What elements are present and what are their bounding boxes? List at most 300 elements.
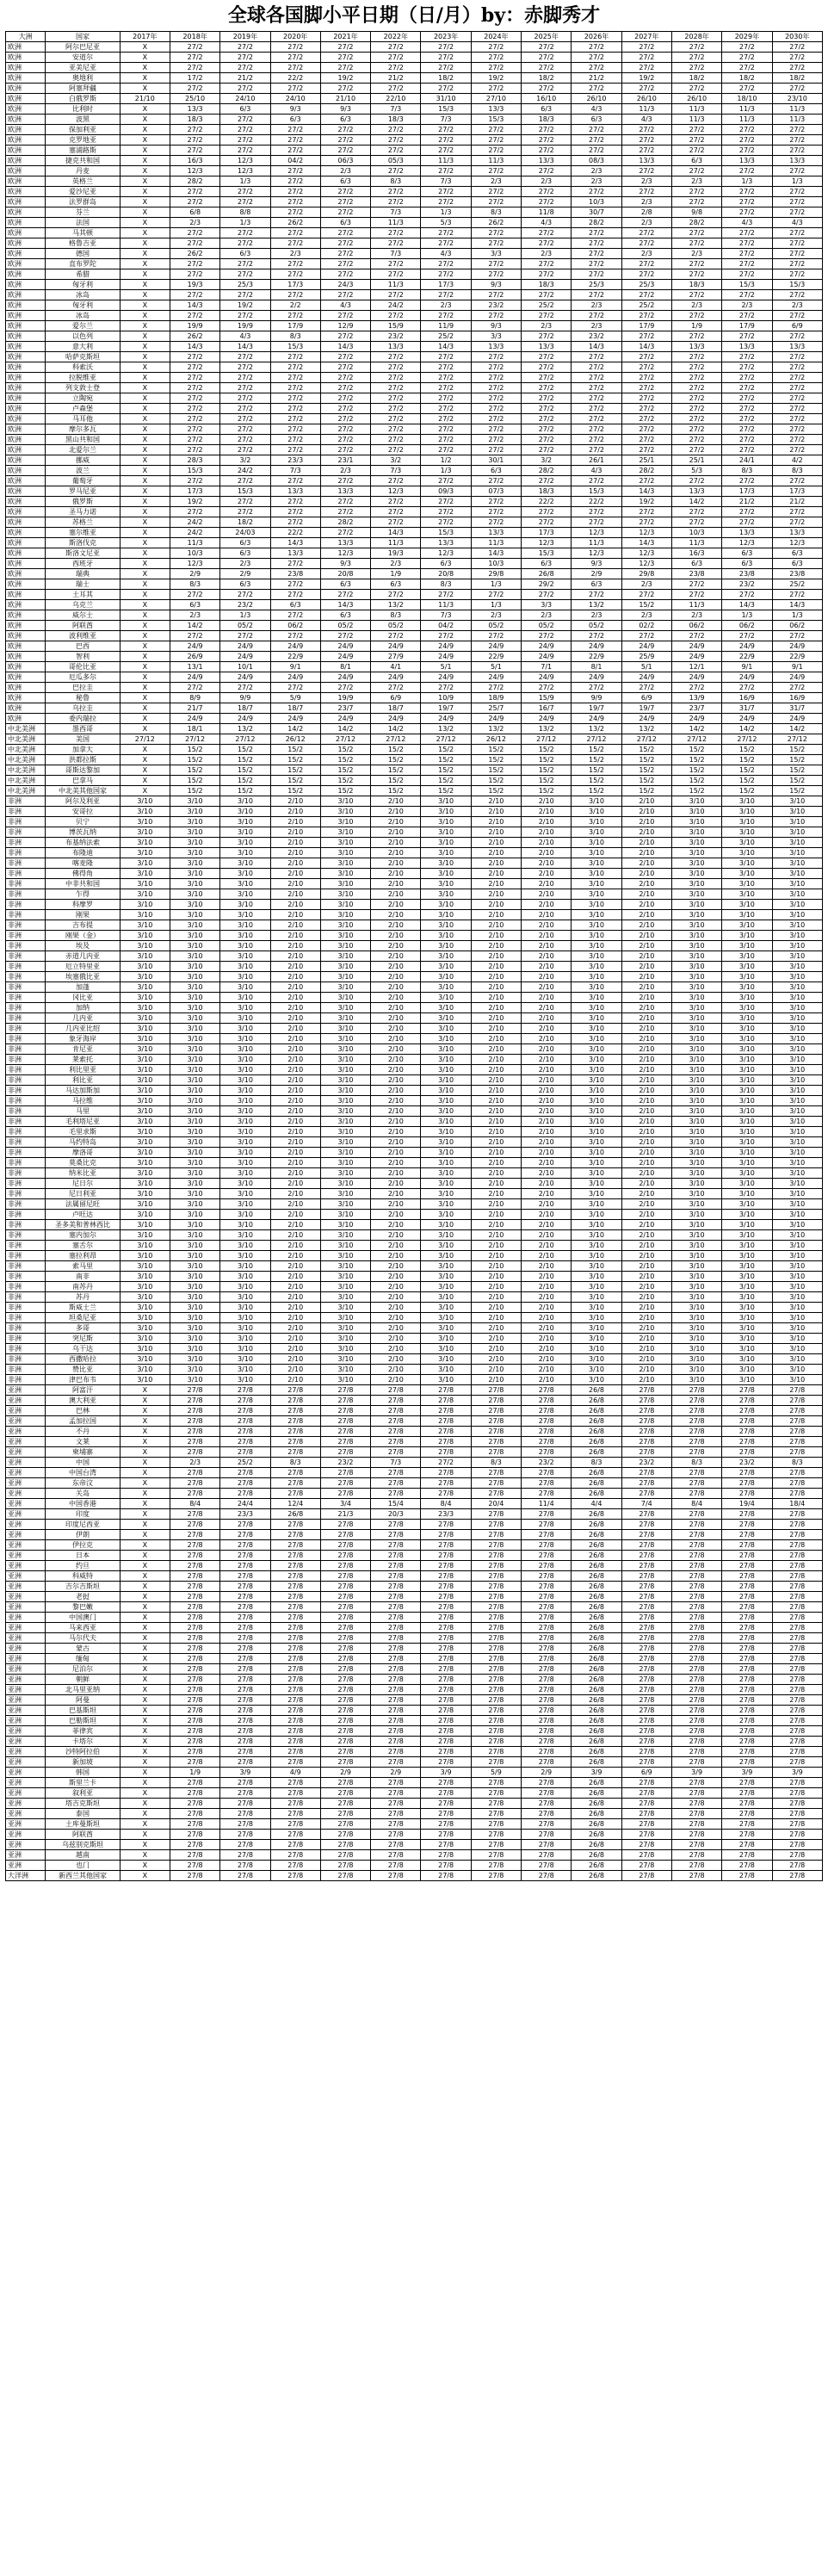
date-cell: 2/2: [270, 300, 320, 311]
country-cell: 波黑: [46, 115, 120, 125]
date-cell: 27/2: [572, 311, 621, 321]
date-cell: 27/2: [722, 476, 772, 486]
date-cell: 3/10: [170, 962, 219, 972]
date-cell: 27/8: [522, 1582, 572, 1592]
date-cell: 27/8: [621, 1716, 671, 1726]
date-cell: 2/10: [371, 796, 421, 807]
date-cell: X: [120, 1582, 170, 1592]
date-cell: X: [120, 590, 170, 600]
date-cell: 15/3: [722, 280, 772, 290]
continent-cell: 亚洲: [6, 1571, 46, 1582]
country-cell: 新加坡: [46, 1757, 120, 1768]
date-cell: 2/10: [371, 848, 421, 858]
country-cell: 塞舌尔: [46, 1241, 120, 1251]
table-row: [6, 1013, 823, 1024]
date-cell: X: [120, 1778, 170, 1788]
date-cell: 3/10: [120, 962, 170, 972]
country-cell: 巴西: [46, 641, 120, 652]
date-cell: 3/10: [772, 1065, 822, 1075]
date-cell: 3/10: [421, 889, 471, 900]
date-cell: 27/2: [170, 259, 219, 269]
continent-cell: 非洲: [6, 1282, 46, 1292]
date-cell: 20/8: [320, 569, 370, 579]
date-cell: 6/3: [722, 548, 772, 559]
table-row: [6, 1292, 823, 1303]
date-cell: 3/10: [170, 1117, 219, 1127]
date-cell: 3/10: [220, 962, 270, 972]
date-cell: 3/10: [572, 1261, 621, 1272]
date-cell: 2/10: [471, 1013, 521, 1024]
date-cell: 27/8: [270, 1664, 320, 1675]
date-cell: 11/3: [671, 104, 721, 115]
country-cell: 南苏丹: [46, 1282, 120, 1292]
date-cell: 3/10: [722, 931, 772, 941]
date-cell: 27/2: [621, 238, 671, 249]
date-cell: 3/10: [572, 858, 621, 869]
date-cell: 27/2: [170, 683, 219, 693]
country-cell: 马来西亚: [46, 1623, 120, 1633]
date-cell: 3/10: [320, 1013, 370, 1024]
date-cell: 3/10: [572, 951, 621, 962]
date-cell: 3/10: [320, 1272, 370, 1282]
date-cell: 3/10: [220, 1055, 270, 1065]
date-cell: X: [120, 1540, 170, 1551]
date-cell: 2/10: [621, 879, 671, 889]
date-cell: 3/10: [572, 879, 621, 889]
date-cell: 27/8: [320, 1416, 370, 1427]
table-row: [6, 311, 823, 321]
date-cell: 3/10: [722, 827, 772, 838]
date-cell: 2/10: [621, 900, 671, 910]
date-cell: 3/10: [421, 1117, 471, 1127]
date-cell: 2/10: [270, 1272, 320, 1282]
date-cell: 10/3: [170, 548, 219, 559]
date-cell: 24/9: [671, 714, 721, 724]
date-cell: 15/2: [270, 786, 320, 796]
date-cell: 27/8: [421, 1396, 471, 1406]
date-cell: 27/8: [621, 1788, 671, 1799]
date-cell: 27/2: [772, 683, 822, 693]
date-cell: 27/2: [471, 187, 521, 197]
date-cell: 14/3: [170, 342, 219, 352]
table-row: [6, 1427, 823, 1437]
date-cell: 27/8: [421, 1644, 471, 1654]
date-cell: 27/8: [671, 1747, 721, 1757]
date-cell: 2/10: [471, 1220, 521, 1230]
date-cell: 25/1: [621, 455, 671, 466]
country-cell: 中国台湾: [46, 1468, 120, 1478]
date-cell: 27/2: [772, 249, 822, 259]
table-row: [6, 176, 823, 187]
date-cell: 3/10: [120, 1261, 170, 1272]
date-cell: 2/3: [621, 176, 671, 187]
date-cell: 3/10: [772, 1220, 822, 1230]
date-cell: 2/10: [522, 1024, 572, 1034]
continent-cell: 欧洲: [6, 84, 46, 94]
date-cell: 8/8: [220, 207, 270, 218]
date-cell: 3/10: [722, 951, 772, 962]
date-cell: 27/2: [371, 362, 421, 373]
date-cell: 2/10: [522, 1292, 572, 1303]
date-cell: 27/8: [421, 1871, 471, 1881]
date-cell: 2/10: [371, 1344, 421, 1354]
date-cell: 11/3: [722, 104, 772, 115]
date-cell: 6/3: [371, 579, 421, 590]
continent-cell: 非洲: [6, 879, 46, 889]
date-cell: 2/10: [621, 1034, 671, 1044]
country-cell: 罗马尼亚: [46, 486, 120, 497]
date-cell: 27/8: [270, 1602, 320, 1613]
table-row: [6, 1582, 823, 1592]
date-cell: X: [120, 486, 170, 497]
date-cell: 2/10: [522, 1365, 572, 1375]
date-cell: 3/2: [522, 455, 572, 466]
date-cell: 27/8: [522, 1654, 572, 1664]
date-cell: 27/8: [522, 1788, 572, 1799]
date-cell: 27/8: [522, 1726, 572, 1737]
date-cell: 27/2: [722, 445, 772, 455]
date-cell: 24/9: [371, 641, 421, 652]
date-cell: 2/10: [621, 1261, 671, 1272]
date-cell: 3/10: [220, 951, 270, 962]
date-cell: 3/10: [421, 1189, 471, 1199]
date-cell: 3/10: [772, 1013, 822, 1024]
date-cell: 2/10: [621, 1024, 671, 1034]
date-cell: 3/10: [170, 1334, 219, 1344]
date-cell: X: [120, 579, 170, 590]
date-cell: 3/10: [220, 817, 270, 827]
date-cell: 3/10: [671, 889, 721, 900]
date-cell: 24/9: [320, 641, 370, 652]
date-cell: 2/3: [772, 300, 822, 311]
date-cell: 27/2: [421, 42, 471, 53]
date-cell: 27/2: [471, 517, 521, 528]
date-cell: 2/10: [522, 1303, 572, 1313]
date-cell: 06/2: [671, 621, 721, 631]
date-cell: 2/10: [471, 1179, 521, 1189]
date-cell: 1/3: [421, 207, 471, 218]
date-cell: 24/9: [522, 641, 572, 652]
date-cell: 24/10: [220, 94, 270, 104]
continent-cell: 非洲: [6, 1354, 46, 1365]
date-cell: 27/2: [421, 517, 471, 528]
date-cell: 2/3: [471, 610, 521, 621]
date-cell: X: [120, 1685, 170, 1695]
date-cell: 15/2: [722, 745, 772, 755]
table-row: [6, 1168, 823, 1179]
date-cell: X: [120, 765, 170, 776]
date-cell: 26/8: [572, 1416, 621, 1427]
continent-cell: 亚洲: [6, 1644, 46, 1654]
date-cell: 3/10: [320, 1251, 370, 1261]
date-cell: 27/8: [671, 1509, 721, 1520]
date-cell: 3/10: [320, 931, 370, 941]
country-cell: 毛利塔尼亚: [46, 1117, 120, 1127]
date-cell: 27/8: [471, 1478, 521, 1489]
date-cell: 26/8: [572, 1757, 621, 1768]
date-cell: 27/8: [772, 1695, 822, 1706]
date-cell: 3/10: [421, 900, 471, 910]
date-cell: 3/10: [722, 1013, 772, 1024]
date-cell: 27/8: [772, 1788, 822, 1799]
date-cell: 2/10: [471, 1158, 521, 1168]
date-cell: 24/9: [671, 652, 721, 662]
date-cell: 27/2: [671, 63, 721, 73]
date-cell: X: [120, 786, 170, 796]
date-cell: 27/8: [371, 1396, 421, 1406]
date-cell: 3/10: [671, 1303, 721, 1313]
date-cell: 27/2: [220, 383, 270, 393]
date-cell: 2/10: [371, 931, 421, 941]
country-cell: 津巴布韦: [46, 1375, 120, 1385]
continent-cell: 非洲: [6, 1024, 46, 1034]
date-cell: 27/8: [220, 1561, 270, 1571]
date-cell: 27/2: [170, 393, 219, 404]
date-cell: 3/10: [722, 1034, 772, 1044]
continent-cell: 亚洲: [6, 1788, 46, 1799]
date-cell: 14/3: [270, 538, 320, 548]
date-cell: 27/8: [320, 1850, 370, 1861]
date-cell: 27/8: [421, 1437, 471, 1447]
date-cell: 18/3: [522, 486, 572, 497]
date-cell: 27/8: [220, 1478, 270, 1489]
date-cell: 27/8: [170, 1561, 219, 1571]
date-cell: 27/2: [522, 197, 572, 207]
date-cell: X: [120, 424, 170, 435]
date-cell: 2/10: [371, 951, 421, 962]
date-cell: 27/8: [421, 1561, 471, 1571]
date-cell: 27/8: [220, 1437, 270, 1447]
date-cell: 17/3: [772, 486, 822, 497]
date-cell: 3/10: [572, 1282, 621, 1292]
date-cell: 27/8: [170, 1406, 219, 1416]
date-cell: 06/3: [320, 156, 370, 166]
date-cell: 27/2: [371, 53, 421, 63]
date-cell: 3/10: [572, 1075, 621, 1086]
continent-cell: 欧洲: [6, 218, 46, 228]
date-cell: 3/10: [671, 1220, 721, 1230]
table-row: [6, 414, 823, 424]
date-cell: 27/8: [170, 1830, 219, 1840]
date-cell: 27/2: [471, 352, 521, 362]
date-cell: 3/10: [772, 838, 822, 848]
date-cell: 27/8: [270, 1489, 320, 1499]
date-cell: 3/10: [671, 1065, 721, 1075]
date-cell: 27/8: [621, 1592, 671, 1602]
date-cell: 9/3: [471, 280, 521, 290]
date-cell: 27/2: [722, 146, 772, 156]
date-cell: 3/4: [320, 1499, 370, 1509]
table-row: [6, 1644, 823, 1654]
continent-cell: 亚洲: [6, 1861, 46, 1871]
date-cell: 27/2: [371, 84, 421, 94]
date-cell: 27/8: [371, 1571, 421, 1582]
date-cell: 24/9: [170, 641, 219, 652]
table-row: [6, 73, 823, 84]
date-cell: 27/2: [722, 590, 772, 600]
column-header: 2026年: [572, 32, 621, 42]
table-row: [6, 1354, 823, 1365]
date-cell: 27/2: [522, 259, 572, 269]
date-cell: 27/2: [220, 125, 270, 135]
date-cell: 13/2: [371, 600, 421, 610]
date-cell: 2/10: [270, 1179, 320, 1189]
date-cell: 27/8: [320, 1726, 370, 1737]
date-cell: 3/10: [671, 796, 721, 807]
date-cell: 27/8: [471, 1685, 521, 1695]
date-cell: 15/2: [621, 786, 671, 796]
date-cell: X: [120, 1768, 170, 1778]
date-cell: 27/8: [671, 1799, 721, 1809]
date-cell: 27/2: [621, 404, 671, 414]
date-cell: 27/2: [270, 228, 320, 238]
date-cell: 27/2: [471, 404, 521, 414]
date-cell: 14/2: [170, 621, 219, 631]
country-cell: 中国澳门: [46, 1613, 120, 1623]
date-cell: 27/2: [220, 476, 270, 486]
continent-cell: 非洲: [6, 920, 46, 931]
date-cell: 3/10: [671, 1375, 721, 1385]
country-cell: 阿曼: [46, 1695, 120, 1706]
date-cell: 26/8: [572, 1788, 621, 1799]
date-cell: 3/10: [421, 1055, 471, 1065]
continent-cell: 欧洲: [6, 342, 46, 352]
date-cell: 27/2: [421, 290, 471, 300]
date-cell: 27/8: [772, 1871, 822, 1881]
date-cell: 3/10: [170, 827, 219, 838]
table-row: [6, 1747, 823, 1757]
date-cell: 2/10: [270, 962, 320, 972]
date-cell: 27/2: [421, 63, 471, 73]
date-cell: 2/10: [371, 993, 421, 1003]
country-cell: 卡塔尔: [46, 1737, 120, 1747]
date-cell: 2/10: [270, 1096, 320, 1106]
table-row: [6, 621, 823, 631]
date-cell: 27/2: [772, 135, 822, 146]
date-cell: 2/10: [471, 962, 521, 972]
date-cell: 2/10: [522, 827, 572, 838]
date-cell: 3/10: [120, 1055, 170, 1065]
date-cell: 06/2: [270, 621, 320, 631]
date-cell: 3/10: [772, 1261, 822, 1272]
date-cell: 27/8: [522, 1840, 572, 1850]
date-cell: 27/8: [371, 1861, 421, 1871]
date-cell: 3/10: [320, 920, 370, 931]
date-cell: 3/10: [572, 848, 621, 858]
date-cell: 26/8: [572, 1602, 621, 1613]
date-cell: 27/2: [772, 269, 822, 280]
date-cell: 27/8: [170, 1716, 219, 1726]
date-cell: 27/2: [671, 197, 721, 207]
date-cell: 2/10: [371, 1044, 421, 1055]
date-cell: 27/2: [220, 269, 270, 280]
date-cell: 27/8: [621, 1416, 671, 1427]
date-cell: 14/3: [320, 342, 370, 352]
country-cell: 柬埔寨: [46, 1447, 120, 1458]
date-cell: 27/8: [772, 1623, 822, 1633]
date-cell: 27/8: [772, 1747, 822, 1757]
date-cell: 24/2: [371, 300, 421, 311]
date-cell: 17/9: [270, 321, 320, 331]
continent-cell: 欧洲: [6, 73, 46, 84]
date-cell: 27/8: [371, 1778, 421, 1788]
date-cell: 2/10: [522, 889, 572, 900]
date-cell: 13/2: [572, 600, 621, 610]
date-cell: 2/10: [522, 1106, 572, 1117]
country-cell: 澳大利亚: [46, 1396, 120, 1406]
date-cell: 2/3: [572, 321, 621, 331]
date-cell: 27/8: [621, 1747, 671, 1757]
date-cell: 27/8: [270, 1633, 320, 1644]
table-row: [6, 631, 823, 641]
date-cell: 27/2: [371, 352, 421, 362]
date-cell: 3/10: [722, 1365, 772, 1375]
date-cell: 05/2: [220, 621, 270, 631]
date-cell: 27/8: [772, 1726, 822, 1737]
date-cell: 2/10: [522, 1210, 572, 1220]
date-cell: 2/3: [572, 610, 621, 621]
date-cell: 28/3: [170, 455, 219, 466]
date-cell: 27/8: [722, 1664, 772, 1675]
country-cell: 摩尔多瓦: [46, 424, 120, 435]
date-cell: 27/8: [671, 1778, 721, 1788]
date-cell: 27/8: [671, 1850, 721, 1861]
date-cell: 27/8: [671, 1695, 721, 1706]
date-cell: X: [120, 466, 170, 476]
date-cell: 11/3: [621, 104, 671, 115]
date-cell: 3/10: [421, 1241, 471, 1251]
date-cell: 2/10: [270, 931, 320, 941]
date-cell: X: [120, 1561, 170, 1571]
date-cell: 3/10: [572, 1344, 621, 1354]
date-cell: 23/3: [220, 1509, 270, 1520]
country-cell: 西撒哈拉: [46, 1354, 120, 1365]
date-cell: 13/3: [772, 156, 822, 166]
date-cell: 27/8: [621, 1819, 671, 1830]
date-cell: 3/10: [320, 962, 370, 972]
date-cell: 2/10: [471, 1003, 521, 1013]
date-cell: 27/2: [320, 435, 370, 445]
date-cell: 27/12: [522, 734, 572, 745]
date-cell: 2/10: [471, 1137, 521, 1148]
country-cell: 老挝: [46, 1592, 120, 1602]
date-cell: 3/10: [572, 1096, 621, 1106]
date-cell: 1/3: [772, 176, 822, 187]
date-cell: 2/10: [621, 1158, 671, 1168]
date-cell: 2/10: [371, 1261, 421, 1272]
date-cell: X: [120, 538, 170, 548]
date-cell: 12/3: [621, 528, 671, 538]
date-cell: 3/10: [421, 1179, 471, 1189]
date-cell: 27/2: [371, 166, 421, 176]
table-row: [6, 1830, 823, 1840]
date-cell: 27/2: [371, 228, 421, 238]
date-cell: 27/2: [772, 383, 822, 393]
date-cell: 27/8: [471, 1561, 521, 1571]
continent-cell: 欧洲: [6, 63, 46, 73]
country-cell: 关岛: [46, 1489, 120, 1499]
date-cell: 27/2: [572, 362, 621, 373]
date-cell: 26/12: [270, 734, 320, 745]
table-row: [6, 404, 823, 414]
date-cell: 3/10: [220, 1117, 270, 1127]
date-cell: 3/10: [220, 889, 270, 900]
country-cell: 加蓬: [46, 982, 120, 993]
date-cell: 3/10: [671, 1106, 721, 1117]
date-cell: 3/10: [671, 1323, 721, 1334]
date-cell: 3/10: [671, 1241, 721, 1251]
date-cell: 3/10: [772, 827, 822, 838]
